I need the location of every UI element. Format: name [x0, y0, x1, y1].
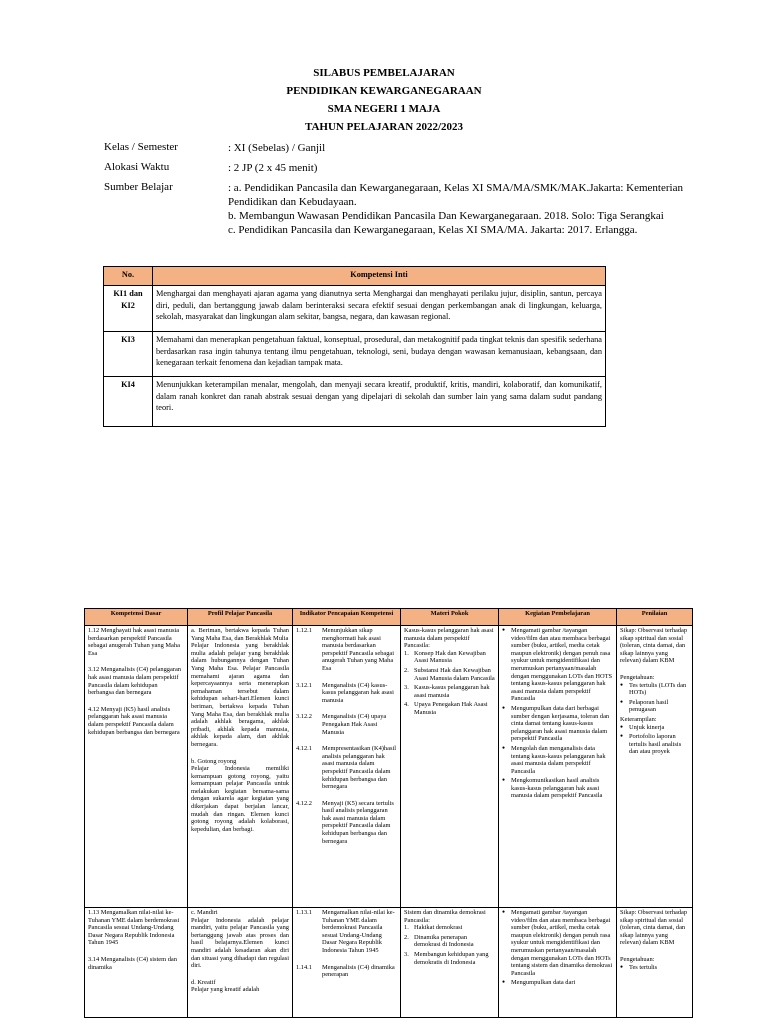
ki-row-text: Memahami dan menerapkan pengetahuan faktual, konseptual, prosedural, dan metakognitif pada tingkat teknis dan spesifik sederhana berdasarkan rasa ingin tahunya tentang ilmu pengetahuan, teknologi, seni, budaya dengan wawasan kemanusiaan, kebangsaan, dan kenegaraan terkait fenomena dan kejadian tampak mata. — [153, 332, 606, 377]
sumber-a-line2: Pendidikan dan Kebudayaan. — [228, 196, 357, 208]
profil-c-title: c. Mandiri — [191, 909, 218, 916]
indikator-item — [296, 627, 397, 673]
ki-row-no: KI3 — [104, 332, 153, 377]
materi-intro: Sistem dan dinamika demokrasi Pancasila: — [404, 909, 486, 924]
kegiatan-item: ● Mengumpulkan data dari berbagai sumber dengan kerjasama, toleran dan cinta damai tentang kasus-kasus pelanggaran hak asasi manusia dalam perspektif Pancasila — [502, 705, 613, 743]
profil-cell — [188, 908, 293, 1018]
silabus-row — [85, 908, 693, 1018]
indikator-text: Menganalisis (C4) upaya Penegakan Hak Asasi Manusia — [322, 713, 387, 736]
materi-cell — [401, 908, 499, 1018]
indikator-text: Menganalisis (C4) dinamika penerapan — [322, 963, 395, 979]
doc-year: TAHUN PELAJARAN 2022/2023 — [304, 121, 464, 133]
kd-item: 1.13 Mengamalkan nilai-nilai ke-Tuhanan YME dalam berdemokrasi Pancasila sesuai Undang-Undang Dasar Negara Republik Indonesia Tahun 1945 — [88, 909, 180, 947]
doc-school: SMA NEGERI 1 MAJA — [327, 103, 441, 115]
penilaian-pengetahuan-label: Pengetahuan: — [620, 673, 655, 681]
header-kd: Kompetensi Dasar — [85, 609, 188, 626]
profil-d-text: Pelajar yang kreatif adalah — [191, 986, 260, 994]
ki-header-ki: Kompetensi Inti — [153, 267, 606, 286]
profil-cell — [188, 626, 293, 908]
indikator-text: Mengamalkan nilai-nilai ke-Tuhanan YME dalam berdemokrasi Pancasila sesuai Undang-Undang Dasar Negara Republik Indonesia Tahun 1945 — [322, 909, 395, 954]
alokasi-value: : 2 JP (2 x 45 menit) — [228, 162, 318, 174]
indikator-code: 3.12.1 — [296, 681, 312, 689]
indikator-text: Menganalisis (C4) kasus-kasus pelanggaran hak asasi manusia — [322, 681, 394, 704]
profil-a-title: a. Beriman, bertakwa kepada Tuhan Yang Maha Esa, dan Berakhlak Mulia — [191, 627, 289, 642]
ki-header-no: No. — [104, 267, 153, 286]
profil-a-text: Pelajar Indonesia yang berakhlak mulia adalah pelajar yang berakhlak dalam hubungannya dengan Tuhan Yang Maha Esa. Pelajar Pancasila memahami ajaran agama dan kepercayaannya serta menerapkan pemahaman tersebut dalam kehidupan sehari-hari.Elemen kunci beriman, bertakwa kepada Tuhan Yang Maha Esa, dan berakhlak mulia adalah akhlak beragama, akhlak pribadi, akhlak kepada manusia, akhlak kepada alam, dan akhlak bernegara. — [191, 642, 289, 748]
header-materi: Materi Pokok — [401, 609, 499, 626]
materi-intro: Kasus-kasus pelanggaran hak asasi manusia dalam perspektif Pancasila: — [404, 627, 494, 650]
materi-cell — [401, 626, 499, 908]
indikator-item — [296, 800, 397, 846]
penilaian-keterampilan-label: Keterampilan: — [620, 715, 657, 723]
sumber-values — [228, 181, 683, 237]
indikator-item — [296, 909, 397, 955]
indikator-code: 4.12.1 — [296, 745, 312, 753]
kelas-label: Kelas / Semester — [104, 141, 178, 153]
ki-row — [104, 286, 606, 332]
header-profil: Profil Pelajar Pancasila — [188, 609, 293, 626]
indikator-item — [296, 745, 397, 791]
indikator-cell — [293, 908, 401, 1018]
kd-item: 4.12 Menyaji (K5) hasil analisis pelanggaran hak asasi manusia dalam perspektif Pancasila dalam kehidupan berbangsa dan bernegara — [88, 705, 180, 736]
silabus-row — [85, 626, 693, 908]
profil-b-title: b. Gotong royong — [191, 757, 237, 765]
doc-title: SILABUS PEMBELAJARAN — [313, 67, 455, 79]
sumber-b: b. Membangun Wawasan Pendidikan Pancasila Dan Kewarganegaraan. 2018. Solo: Tiga Serangkai — [228, 210, 664, 222]
doc-subject: PENDIDIKAN KEWARGANEGARAAN — [286, 85, 482, 97]
indikator-code: 4.12.2 — [296, 799, 312, 807]
materi-item: 1. Hakikat demokrasi — [404, 924, 463, 932]
indikator-item — [296, 964, 397, 979]
indikator-code: 1.12.1 — [296, 627, 312, 634]
indikator-text: Menyaji (K5) secara tertulis hasil analisis pelanggaran hak asasi manusia dalam perspektif Pancasila dalam kehidupan berbangsa dan bernegara — [322, 799, 394, 845]
kegiatan-cell — [499, 626, 617, 908]
ki-row-no: KI4 — [104, 377, 153, 427]
indikator-code: 1.13.1 — [296, 909, 312, 916]
ki-row — [104, 332, 606, 377]
materi-item: 2. Substansi Hak dan Kewajiban Asasi Manusia dalam Pancasila — [404, 666, 495, 682]
silabus-header-row — [85, 609, 693, 626]
profil-d-title: d. Kreatif — [191, 978, 216, 986]
indikator-text: Menunjukkan sikap menghormati hak asasi manusia berdasarkan perspektif Pancasila sebagai anugerah Tuhan yang Maha Esa — [322, 627, 395, 672]
sumber-label: Sumber Belajar — [104, 181, 173, 193]
indikator-code: 1.14.1 — [296, 963, 312, 971]
header-penilaian: Penilaian — [617, 609, 693, 626]
profil-b-text: Pelajar Indonesia memiliki kemampuan gotong royong, yaitu kemampuan pelajar Pancasila untuk melakukan kegiatan bersama-sama dengan sukarela agar kegiatan yang dikerjakan dapat berjalan lancar, mudah dan ringan. Elemen kunci gotong royong adalah kolaborasi, kepedulian, dan berbagi. — [191, 765, 289, 833]
materi-item: 3. Kasus-kasus pelanggaran hak asasi manusia — [404, 684, 490, 699]
kompetensi-inti-table — [103, 266, 606, 427]
indikator-item — [296, 713, 397, 736]
kd-item: 3.14 Menganalisis (C4) sistem dan dinamika — [88, 955, 177, 971]
kegiatan-item: ● Mengumpulkan data dari — [502, 979, 613, 987]
penilaian-cell — [617, 626, 693, 908]
indikator-text: Mempresentasikan (K4)hasil analisis pelanggaran hak asasi manusia dalam perspektif Pancasila dalam kehidupan berbangsa dan bernegara — [322, 745, 397, 791]
alokasi-label: Alokasi Waktu — [104, 161, 170, 173]
kd-cell — [85, 908, 188, 1018]
penilaian-item: ● Unjuk kinerja — [620, 724, 689, 732]
kd-item: 3.12 Menganalisis (C4) pelanggaran hak asasi manusia dalam perspektif Pancasila dalam kehidupan berbangsa dan bernegara — [88, 666, 181, 697]
ki-row — [104, 377, 606, 427]
materi-item: 3. Membangun kehidupan yang demokratis di Indonesia — [404, 950, 489, 966]
penilaian-item: ● Tes tertulis (LOTs dan HOTs) — [620, 682, 689, 697]
indikator-item — [296, 682, 397, 705]
ki-row-text: Menghargai dan menghayati ajaran agama yang dianutnya serta Menghargai dan menghayati perilaku jujur, disiplin, santun, percaya diri, peduli, dan bertanggung jawab dalam berinteraksi secara efektif sesuai dengan perkembangan anak di lingkungan, keluarga, sekolah, masyarakat dan lingkungan alam sekitar, bangsa, negara, dan kawasan regional. — [153, 286, 606, 332]
penilaian-item: ● Pelaporan hasil penugasan — [620, 699, 689, 714]
profil-c-text: Pelajar Indonesia adalah pelajar mandiri, yaitu pelajar Pancasila yang bertanggung jawab atas proses dan hasil belajarnya.Elemen kunci mandiri adalah kesadaran akan diri dan situasi yang dihadapi dan regulasi diri. — [191, 916, 289, 970]
penilaian-pengetahuan-label: Pengetahuan: — [620, 955, 655, 963]
ki-row-text: Menunjukkan keterampilan menalar, mengolah, dan menyaji secara kreatif, produktif, kritis, mandiri, kolaboratif, dan komunikatif, dalam ranah konkret dan ranah abstrak sesuai dengan yang dipelajari di sekolah dan sumber lain yang sama dalam sudut pandang teori. — [153, 377, 606, 427]
header-kegiatan: Kegiatan Pembelajaran — [499, 609, 617, 626]
silabus-table — [84, 608, 693, 1018]
indikator-code: 3.12.2 — [296, 713, 312, 721]
materi-item: 2. Dinamika penerapan demokrasi di Indonesia — [404, 933, 474, 949]
penilaian-item: ● Portofolio laporan tertulis hasil analisis dan atau proyek — [620, 733, 689, 756]
sumber-c: c. Pendidikan Pancasila dan Kewarganegaraan, Kelas XI SMA/MA. Jakarta: 2017. Erlangga. — [228, 224, 638, 236]
kegiatan-item: ● Mengkomunikasikan hasil analisis kasus-kasus pelanggaran hak asasi manusia dalam perspektif Pancasila — [502, 777, 613, 800]
ki-row-no: KI1 dan KI2 — [104, 286, 153, 332]
penilaian-cell — [617, 908, 693, 1018]
kegiatan-item: ● Mengamati gambar /tayangan video/film dan atau membaca berbagai sumber (buku, artikel, media cetak maupun elektronik) dengan penuh rasa syukur untuk mengidentifikasi dan merumuskan pertanyaan/masalah dengan menggunakan LOTs dan HOTS tentang kasus-kasus pelanggaran hak asasi manusia dalam perspektif Pancasila — [502, 627, 613, 703]
kd-item: 1.12 Menghayati hak asasi manusia berdasarkan perspektif Pancasila sebagai anugerah Tuhan yang Maha Esa — [88, 627, 180, 657]
kegiatan-item: ● Mengolah dan menganalisis data tentang kasus-kasus pelanggaran hak asasi manusia dalam perspektif Pancasila — [502, 745, 613, 775]
penilaian-item: ● Tes tertulis — [620, 964, 689, 972]
penilaian-sikap: Sikap: Observasi terhadap sikap spiritual dan sosial (toleran, cinta damai, dan sikap lainnya yang relevan) dalam KBM — [620, 627, 688, 665]
materi-item: 4. Upaya Penegakan Hak Asasi Manusia — [404, 701, 488, 716]
header-indikator: Indikator Pencapaian Kompetensi — [293, 609, 401, 626]
sumber-a-line1: : a. Pendidikan Pancasila dan Kewarganegaraan, Kelas XI SMA/MA/SMK/MAK.Jakarta: Kementerian — [228, 182, 683, 194]
indikator-cell — [293, 626, 401, 908]
penilaian-sikap: Sikap: Observasi terhadap sikap spiritual dan sosial (toleran, cinta damai, dan sikap lainnya yang relevan) dalam KBM — [620, 909, 688, 947]
materi-item: 1. Konsep Hak dan Kewajiban Asasi Manusia — [404, 649, 486, 665]
kd-cell — [85, 626, 188, 908]
kelas-value: : XI (Sebelas) / Ganjil — [228, 142, 326, 154]
kegiatan-cell — [499, 908, 617, 1018]
kegiatan-item: ● Mengamati gambar /tayangan video/film dan atau membaca berbagai sumber (buku, artikel, media cetak maupun elektronik) dengan penuh rasa syukur untuk mengidentifikasi dan merumuskan pertanyaan/masalah dengan menggunakan LOTs dan HOTs tentang sistem dan dinamika demokrasi Pancasila — [502, 909, 613, 977]
